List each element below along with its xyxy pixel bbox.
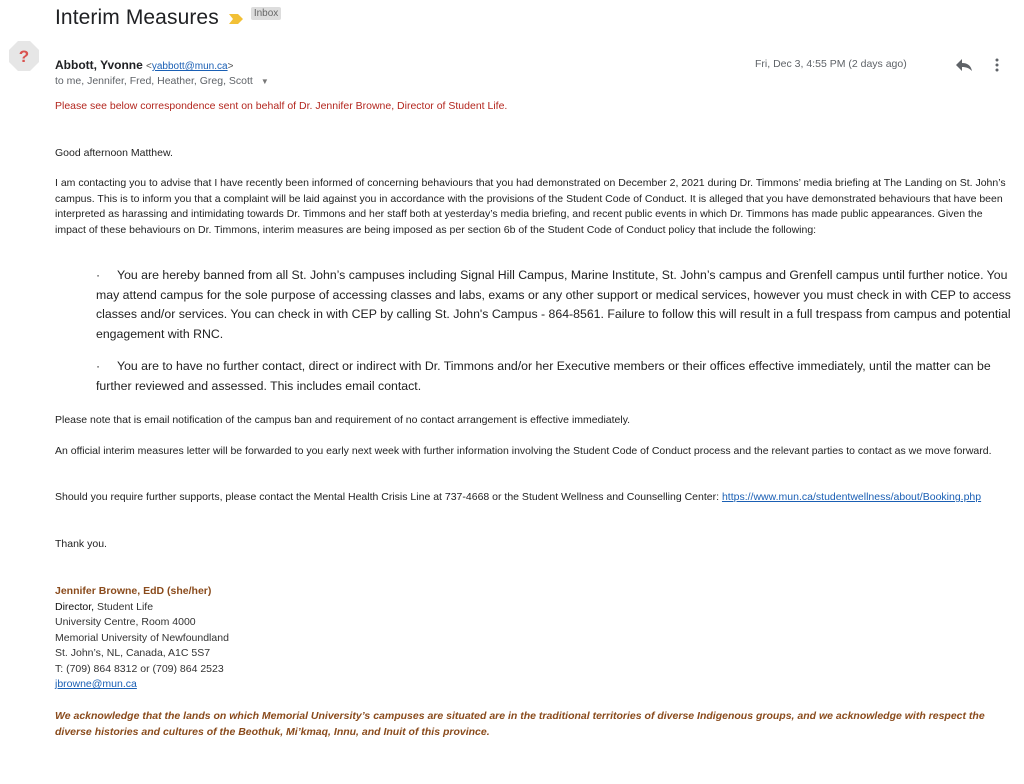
signature-phone: T: (709) 864 8312 or (709) 864 2523	[55, 662, 224, 675]
measure-item-campus-ban	[96, 266, 1011, 344]
bullet-marker: ·	[96, 359, 101, 373]
importance-marker-icon[interactable]	[229, 14, 243, 24]
email-bracket-open: <	[145, 61, 152, 72]
closing: Thank you.	[55, 538, 107, 550]
inbox-label[interactable]: Inbox	[251, 7, 281, 20]
body-paragraph-context: I am contacting you to advise that I have recently been informed of concerning behaviours that you had demonstrated on December 2, 2021 during Dr. Timmons’ media briefing at The Landing on St. John’s campus. This is to inform you that a complaint will be laid against you in accordance with the provisions of the Student Code of Conduct. It is alleged that you have demonstrated behaviours that have been interpreted as harassing and intimidating towards Dr. Timmons and her staff both at yesterday’s media briefing, and recent public events in which Dr. Timmons has made public appearances. Given the impact of these behaviours on Dr. Timmons, interim measures are being imposed as per section 6b of the Student Code of Conduct policy that include the following:	[55, 177, 1006, 236]
measure-item-no-contact	[96, 357, 1011, 396]
chevron-down-icon[interactable]: ▼	[260, 76, 269, 86]
sender-info	[55, 58, 233, 72]
effective-note: Please note that is email notification of the campus ban and requirement of no contact arrangement is effective immediately.	[55, 414, 631, 426]
recipients-line[interactable]	[55, 75, 269, 87]
bullet-marker: ·	[96, 268, 101, 282]
email-bracket-close: >	[227, 61, 234, 72]
signature-title	[55, 600, 229, 616]
signature-title-dept: Student Life	[94, 600, 154, 613]
measure-text: You are to have no further contact, direct or indirect with Dr. Timmons and/or her Executive members or their offices effective immediately, until the matter can be further reviewed and assessed. This includes email contact.	[96, 359, 991, 393]
supports-text: Should you require further supports, please contact the Mental Health Crisis Line at 737-4668 or the Student Wellness and Counselling Center:	[55, 491, 722, 503]
signature-block	[55, 584, 229, 693]
official-letter-note: An official interim measures letter will be forwarded to you early next week with further information involving the Student Code of Conduct process and the relevant parties to contact as we move forward.	[55, 445, 992, 457]
measure-text: You are hereby banned from all St. John’s campuses including Signal Hill Campus, Marine Institute, St. John’s campus and Grenfell campus until further notice. You may attend campus for the sole purpose of accessing classes and labs, exams or any other support or medical services, however you must check in with CEP to access classes and/or services. You can check in with CEP by calling St. John's Campus - 864-8561. Failure to follow this will result in a full trespass from campus and potential engagement with RNC.	[96, 268, 1011, 341]
reply-icon[interactable]	[955, 57, 973, 73]
subject-row	[55, 6, 281, 30]
sender-name[interactable]: Abbott, Yvonne	[55, 58, 143, 72]
signature-address-1: University Centre, Room 4000	[55, 616, 196, 628]
avatar-glyph: ?	[18, 47, 30, 66]
supports-paragraph	[55, 490, 1005, 506]
message-timestamp: Fri, Dec 3, 4:55 PM (2 days ago)	[755, 58, 907, 70]
sender-email-link[interactable]: yabbott@mun.ca	[151, 61, 228, 72]
sender-avatar-icon	[8, 40, 40, 72]
more-options-icon[interactable]	[993, 57, 1001, 73]
greeting: Good afternoon Matthew.	[55, 147, 173, 159]
on-behalf-note: Please see below correspondence sent on behalf of Dr. Jennifer Browne, Director of Student Life.	[55, 100, 508, 112]
land-acknowledgement: We acknowledge that the lands on which Memorial University’s campuses are situated are in the traditional territories of diverse Indigenous groups, and we acknowledge with respect the diverse histories and cultures of the Beothuk, Mi’kmaq, Innu, and Inuit of this province.	[55, 710, 985, 738]
signature-address-3: St. John’s, NL, Canada, A1C 5S7	[55, 647, 211, 659]
signature-name: Jennifer Browne, EdD (she/her)	[55, 585, 212, 597]
signature-title-role: Director,	[55, 600, 95, 613]
email-subject: Interim Measures	[55, 6, 219, 29]
wellness-booking-link[interactable]: https://www.mun.ca/studentwellness/about/Booking.php	[721, 491, 982, 503]
signature-email-link[interactable]: jbrowne@mun.ca	[55, 678, 137, 690]
recipients-text: to me, Jennifer, Fred, Heather, Greg, Scott	[55, 75, 253, 87]
sender-email-wrap	[146, 61, 233, 72]
signature-address-2: Memorial University of Newfoundland	[55, 631, 229, 644]
